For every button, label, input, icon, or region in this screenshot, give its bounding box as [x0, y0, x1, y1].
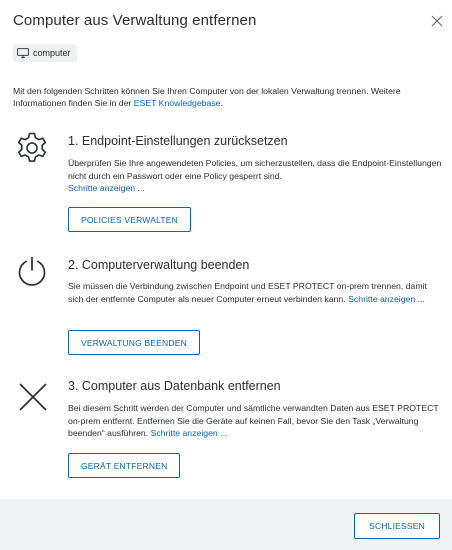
knowledgebase-link[interactable]: ESET Knowledgebase — [133, 98, 221, 108]
remove-device-button[interactable]: GERÄT ENTFERNEN — [68, 453, 180, 478]
step-2-show-steps-link[interactable]: Schritte anzeigen ... — [348, 293, 425, 304]
step-3-text: Bei diesem Schritt werden der Computer und sämtliche verwandten Daten aus ESET PROTECT on-prem entfernt. Entfernen Sie die Geräte auf keinen Fall, bevor Sie den Task „Verwaltung beenden“ ausführen. Schritte anzeigen ... — [68, 403, 439, 438]
dialog-title: Computer aus Verwaltung entfernen — [13, 12, 257, 29]
intro-text: Mit den folgenden Schritten können Sie Ihren Computer von der lokalen Verwaltung trennen. Weitere Informationen finden Sie in der ESET Knowledgebase. — [13, 86, 401, 108]
step-3-show-steps-link[interactable]: Schritte anzeigen ... — [150, 428, 228, 438]
stop-management-button[interactable]: VERWALTUNG BEENDEN — [68, 330, 200, 355]
gear-icon — [15, 131, 49, 165]
manage-policies-button[interactable]: POLICIES VERWALTEN — [68, 207, 191, 232]
computer-tag — [13, 44, 77, 62]
close-icon[interactable] — [429, 13, 445, 29]
dialog-footer — [0, 499, 452, 550]
step-1-show-steps-link[interactable]: Schritte anzeigen ... — [68, 183, 145, 193]
x-icon — [17, 381, 49, 413]
step-3-title: 3. Computer aus Datenbank entfernen — [68, 379, 281, 393]
step-2-text: Sie müssen die Verbindung zwischen Endpoint und ESET PROTECT on-prem trennen, damit sich der entfernte Computer als neuer Computer erneut verbinden kann. Schritte anzeigen ... — [68, 281, 427, 304]
step-1-text: Überprüfen Sie Ihre angewendeten Policies, um sicherzustellen, dass die Endpoint-Einstellungen nicht durch ein Passwort oder eine Policy gesperrt sind. Schritte anzeigen ... — [68, 158, 442, 193]
monitor-icon — [17, 48, 29, 58]
step-2-title: 2. Computerverwaltung beenden — [68, 258, 250, 272]
computer-tag-label: computer — [33, 48, 71, 58]
step-1-title: 1. Endpoint-Einstellungen zurücksetzen — [68, 134, 288, 148]
power-icon — [16, 255, 48, 287]
close-button[interactable]: SCHLIESSEN — [354, 513, 440, 539]
